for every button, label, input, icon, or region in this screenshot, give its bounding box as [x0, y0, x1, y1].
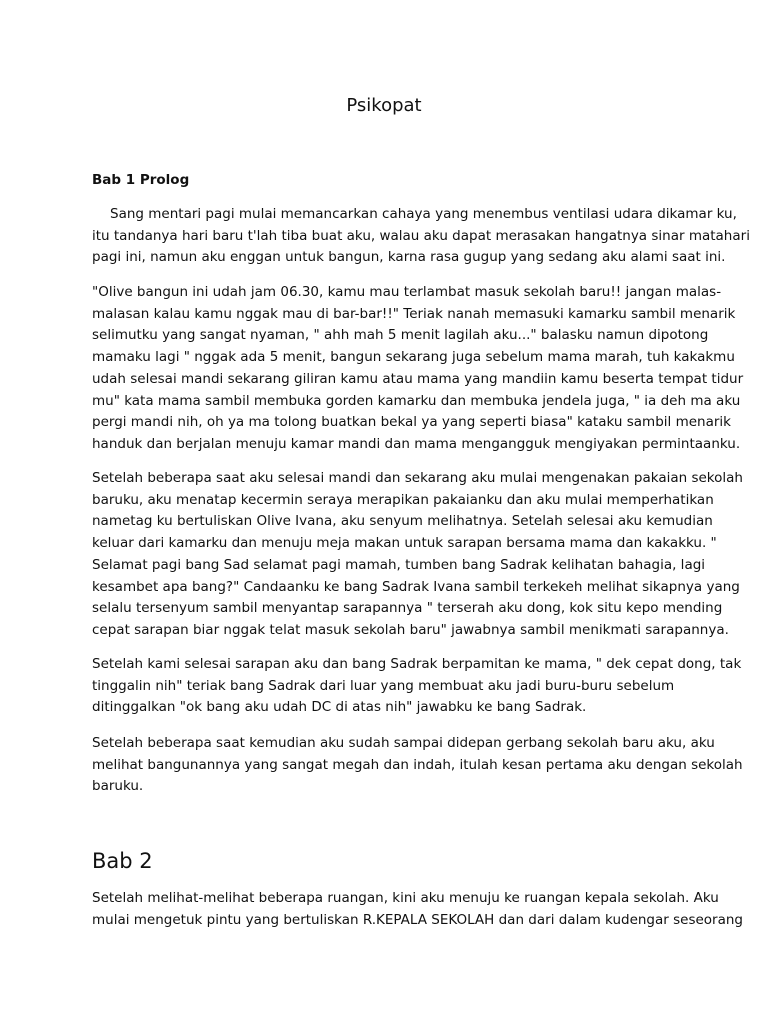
paragraph-line: mamaku lagi " nggak ada 5 menit, bangun sekarang juga sebelum mama marah, tuh kakakmu [92, 349, 735, 366]
paragraph-line: Sang mentari pagi mulai memancarkan cahaya yang menembus ventilasi udara dikamar ku, [110, 206, 737, 222]
paragraph-line: cepat sarapan biar nggak telat masuk sekolah baru" jawabnya sambil menikmati sarapannya. [92, 621, 729, 638]
paragraph-line: pergi mandi nih, oh ya ma tolong buatkan bekal ya yang seperti biasa" kataku sambil menarik [92, 414, 731, 431]
paragraph-line: itu tandanya hari baru t'lah tiba buat aku, walau aku dapat merasakan hangatnya sinar matahari [92, 227, 750, 244]
paragraph-6 [92, 888, 744, 931]
paragraph-line: selalu tersenyum sambil menyantap sarapannya " terserah aku dong, kok situ kepo mending [92, 600, 723, 617]
paragraph-line: nametag ku bertuliskan Olive Ivana, aku senyum melihatnya. Setelah selesai aku kemudian [92, 513, 713, 530]
paragraph-line: Setelah melihat-melihat beberapa ruangan, kini aku menuju ke ruangan kepala sekolah. Aku [92, 890, 719, 906]
paragraph-line: selimutku yang sangat nyaman, " ahh mah 5 menit lagilah aku..." balasku namun dipotong [92, 327, 709, 344]
paragraph-line: "Olive bangun ini udah jam 06.30, kamu mau terlambat masuk sekolah baru!! jangan malas- [92, 284, 722, 300]
paragraph-line: keluar dari kamarku dan menuju meja makan untuk sarapan bersama mama dan kakakku. " [92, 535, 717, 552]
paragraph-line: kesambet apa bang?" Candaanku ke bang Sadrak Ivana sambil terkekeh melihat sikapnya yang [92, 578, 740, 595]
paragraph-line: udah selesai mandi sekarang giliran kamu atau mama yang mandiin kamu beserta tempat tidur [92, 370, 744, 387]
paragraph-line: Selamat pagi bang Sad selamat pagi mamah, tumben bang Sadrak kelihatan bahagia, lagi [92, 556, 706, 573]
paragraph-2 [92, 282, 744, 456]
chapter-2-heading: Bab 2 [92, 849, 153, 873]
paragraph-1 [92, 204, 750, 269]
paragraph-4 [92, 654, 742, 719]
document-title: Psikopat [346, 95, 422, 116]
chapter-1-label: Bab 1 Prolog [92, 172, 190, 188]
paragraph-line: melihat bangunannya yang sangat megah dan indah, itulah kesan pertama aku dengan sekolah [92, 756, 743, 773]
paragraph-line: malasan kalau kamu nggak mau di bar-bar!!" Teriak nanah memasuki kamarku sambil menarik [92, 305, 736, 322]
paragraph-5 [92, 733, 743, 798]
paragraph-line: baruku. [92, 778, 144, 795]
paragraph-line: Setelah kami selesai sarapan aku dan bang Sadrak berpamitan ke mama, " dek cepat dong, tak [92, 656, 742, 672]
paragraph-line: mu" kata mama sambil membuka gorden kamarku dan membuka jendela juga, " ia deh ma aku [92, 392, 741, 409]
paragraph-line: tinggalin nih" teriak bang Sadrak dari luar yang membuat aku jadi buru-buru sebelum [92, 677, 675, 694]
paragraph-3 [92, 468, 743, 642]
paragraph-line: Setelah beberapa saat kemudian aku sudah sampai didepan gerbang sekolah baru aku, aku [92, 735, 715, 751]
paragraph-line: pagi ini, namun aku enggan untuk bangun, karna rasa gugup yang sedang aku alami saat ini. [92, 249, 726, 266]
paragraph-line: ditinggalkan "ok bang aku udah DC di atas nih" jawabku ke bang Sadrak. [92, 699, 587, 716]
paragraph-line: mulai mengetuk pintu yang bertuliskan R.KEPALA SEKOLAH dan dari dalam kudengar seseorang [92, 911, 744, 928]
paragraph-line: baruku, aku menatap kecermin seraya merapikan pakaianku dan aku mulai memperhatikan [92, 491, 714, 508]
paragraph-line: handuk dan berjalan menuju kamar mandi dan mama mengangguk mengiyakan permintaanku. [92, 435, 741, 452]
paragraph-line: Setelah beberapa saat aku selesai mandi dan sekarang aku mulai mengenakan pakaian sekolah [92, 470, 743, 486]
